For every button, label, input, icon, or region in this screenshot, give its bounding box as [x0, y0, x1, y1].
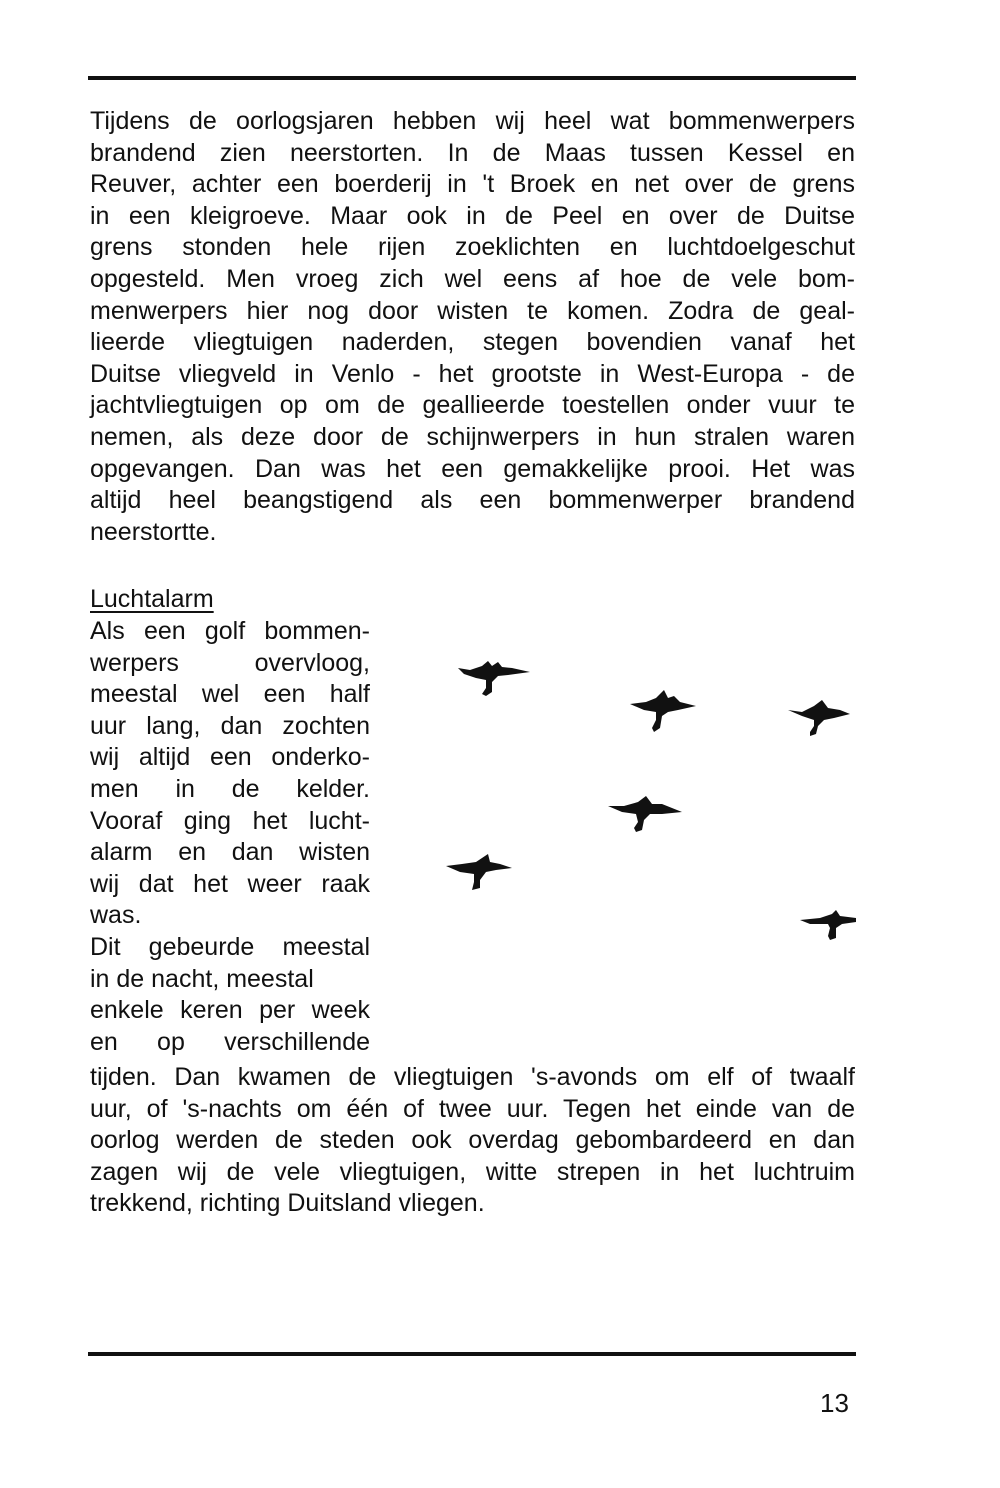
bomber-plane-icon — [628, 690, 718, 734]
text-line: uur, of 's-nachts om één of twee uur. Tegen het einde van de — [90, 1094, 855, 1123]
paragraph-intro — [90, 106, 855, 548]
text-line: Reuver, achter een boerderij in 't Broek en net over de grens — [90, 170, 855, 199]
paragraph-narrow — [90, 616, 370, 1058]
text-line: meestal wel een half — [90, 680, 370, 709]
text-line: opgesteld. Men vroeg zich wel eens af hoe de vele bom- — [90, 264, 855, 293]
text-line: oorlog werden de steden ook overdag gebombardeerd en dan — [90, 1126, 855, 1155]
text-line: wij altijd een onderko- — [90, 743, 370, 772]
page-number: 13 — [820, 1388, 849, 1418]
bomber-plane-icon — [800, 910, 890, 954]
text-line: grens stonden hele rijen zoeklichten en luchtdoelgeschut — [90, 233, 855, 262]
text-line: in een kleigroeve. Maar ook in de Peel en over de Duitse — [90, 201, 855, 230]
text-line: wij dat het weer raak — [90, 869, 370, 898]
text-line: lieerde vliegtuigen naderden, stegen bovendien vanaf het — [90, 328, 855, 357]
text-line: in de nacht, meestal — [90, 964, 314, 993]
text-line: Dit gebeurde meestal — [90, 932, 370, 961]
text-line: altijd heel beangstigend als een bommenwerper brandend — [90, 486, 855, 515]
text-line: men in de kelder. — [90, 774, 370, 803]
text-line: en op verschillende — [90, 1027, 370, 1056]
text-line: Vooraf ging het lucht- — [90, 806, 370, 835]
text-line: nemen, als deze door de schijnwerpers in hun stralen waren — [90, 422, 855, 451]
text-line: Als een golf bommen- — [90, 617, 370, 645]
text-line: alarm en dan wisten — [90, 838, 370, 867]
bomber-formation-illustration — [420, 640, 880, 960]
text-line: menwerpers hier nog door wisten te komen. Zodra de geal- — [90, 296, 855, 325]
text-line: werpers overvloog, — [90, 648, 370, 677]
text-line: zagen wij de vele vliegtuigen, witte strepen in het luchtruim — [90, 1157, 855, 1186]
bomber-plane-icon — [446, 854, 536, 898]
bottom-rule — [88, 1352, 856, 1356]
text-line: enkele keren per week — [90, 996, 370, 1025]
section-heading: Luchtalarm — [90, 585, 214, 613]
text-line: opgevangen. Dan was het een gemakkelijke prooi. Het was — [90, 454, 855, 483]
text-line: was. — [90, 901, 142, 930]
text-line: tijden. Dan kwamen de vliegtuigen 's-avonds om elf of twaalf — [90, 1063, 855, 1091]
top-rule — [88, 76, 856, 80]
text-line: brandend zien neerstorten. In de Maas tussen Kessel en — [90, 138, 855, 167]
bomber-plane-icon — [788, 698, 878, 742]
text-line: jachtvliegtuigen op om de geallieerde toestellen onder vuur te — [90, 391, 855, 420]
paragraph-continued — [90, 1062, 855, 1220]
text-line: neerstortte. — [90, 517, 217, 546]
text-line: Tijdens de oorlogsjaren hebben wij heel wat bommenwerpers — [90, 107, 855, 135]
text-line: uur lang, dan zochten — [90, 711, 370, 740]
bomber-plane-icon — [456, 658, 546, 702]
text-line: Duitse vliegveld in Venlo - het grootste in West-Europa - de — [90, 359, 855, 388]
text-line: trekkend, richting Duitsland vliegen. — [90, 1189, 485, 1218]
bomber-plane-icon — [608, 796, 698, 840]
